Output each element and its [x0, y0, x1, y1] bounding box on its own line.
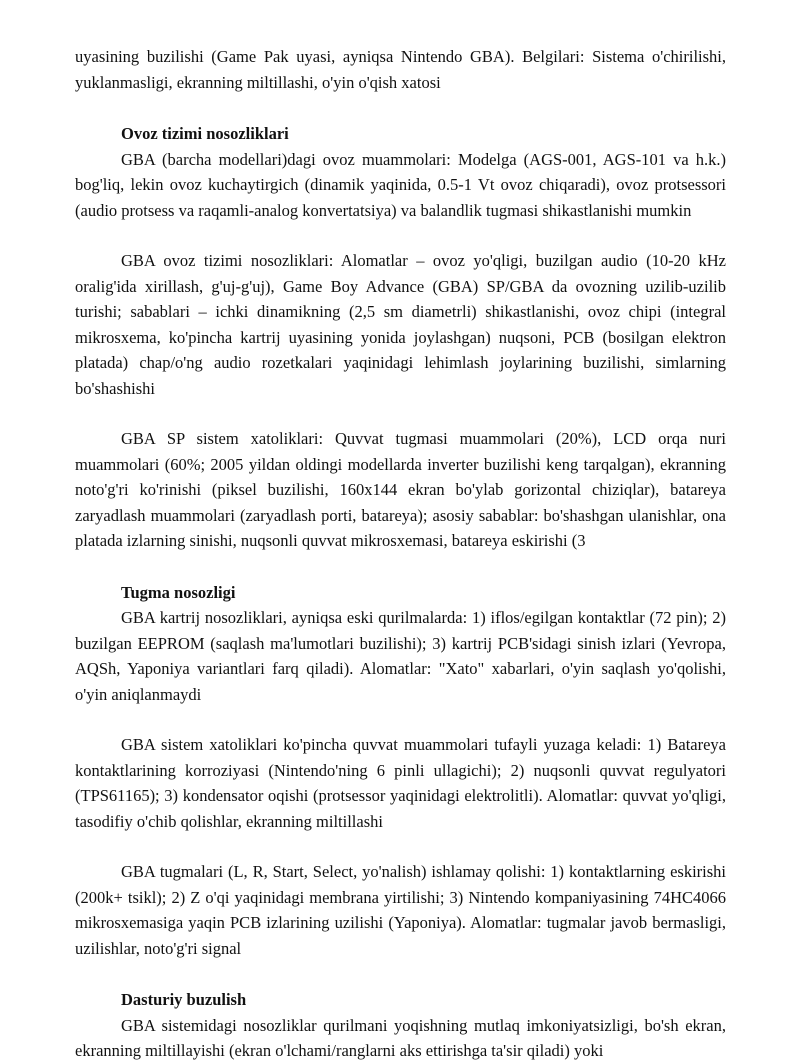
paragraph-sound-3: GBA SP sistem xatoliklari: Quvvat tugmasi muammolari (20%), LCD orqa nuri muammolari (60%; 2005 yildan oldingi modellarda inverter buzilishi keng tarqalgan), ekranning noto'g'ri ko'rinishi (piksel buzilishi, 160x144 ekran bo'ylab gorizontal chiziqlar), batareya zaryadlash muammolari (zaryadlash porti, batareya); asosiy sabablar: bo'shashgan ulanishlar, ona platada izlarning sinishi, nuqsonli quvvat mikrosxemasi, batareya eskirishi (3 [75, 429, 726, 550]
section-heading-button: Tugma nosozligi [121, 582, 236, 602]
paragraph-software-1: GBA sistemidagi nosozliklar qurilmani yoqishning mutlaq imkoniyatsizligi, bo'sh ekran, ekranning miltillayishi (ekran o'lchami/ranglarni aks ettirishga ta'sir qiladi) yoki [75, 1015, 726, 1060]
paragraph-button-3: GBA tugmalari (L, R, Start, Select, yo'nalish) ishlamay qolishi: 1) kontaktlarning eskirishi (200k+ tsikl); 2) Z o'qi yaqinidagi membrana yirtilishi; 3) Nintendo kompaniyasining 74HC4066 mikrosxemasiga yaqin PCB izlarining uzilishi (Yaponiya). Alomatlar: tugmalar javob bermasligi, uzilishlar, noto'g'ri signal [75, 862, 726, 958]
paragraph-button-2: GBA sistem xatoliklari ko'pincha quvvat muammolari tufayli yuzaga keladi: 1) Batareya kontaktlarining korroziyasi (Nintendo'ning 6 pinli ullagichi); 2) nuqsonli quvvat regulyatori (TPS61165); 3) kondensator oqishi (protsessor yaqinidagi elektrolitli). Alomatlar: quvvat yo'qligi, tasodifiy o'chib qolishlar, ekranning miltillashi [75, 735, 726, 831]
section-heading-sound: Ovoz tizimi nosozliklari [121, 124, 289, 143]
intro-paragraph: uyasining buzilishi (Game Pak uyasi, ayniqsa Nintendo GBA). Belgilari: Sistema o'chirilishi, yuklanmasligi, ekranning miltillashi, o'yin o'qish xatosi [75, 47, 726, 92]
paragraph-sound-2: GBA ovoz tizimi nosozliklari: Alomatlar – ovoz yo'qligi, buzilgan audio (10-20 kHz oralig'ida xirillash, g'uj-g'uj), Game Boy Advance (GBA) SP/GBA da ovozning uzilib-uzilib turishi; sabablari – ichki dinamikning (2,5 sm diametrli) shikastlanishi, ovoz chipi (integral mikrosxema, ko'pincha kartrij uyasining yonida joylashgan) nuqsoni, PCB (bosilgan elektron platada) chap/o'ng audio rozetkalari yaqinidagi lehimlash joylarining buzilishi, simlarning bo'shashishi [75, 251, 726, 398]
paragraph-button-1: GBA kartrij nosozliklari, ayniqsa eski qurilmalarda: 1) iflos/egilgan kontaktlar (72 pin); 2) buzilgan EEPROM (saqlash ma'lumotlari buzilishi); 3) kartrij PCB'sidagi sinish izlari (Yevropa, AQSh, Yaponiya variantlari farq qiladi). Alomatlar: "Xato" xabarlari, o'yin saqlash yo'qolishi, o'yin aniqlanmaydi [75, 608, 726, 704]
section-heading-software: Dasturiy buzulish [121, 990, 247, 1009]
paragraph-sound-1: GBA (barcha modellari)dagi ovoz muammolari: Modelga (AGS-001, AGS-101 va h.k.) bog'liq, lekin ovoz kuchaytirgich (dinamik yaqinida, 0.5-1 Vt ovoz chiqaradi), ovoz protsessori (audio protsess va raqamli-analog konvertatsiya) va balandlik tugmasi shikastlanishi mumkin [75, 149, 726, 220]
